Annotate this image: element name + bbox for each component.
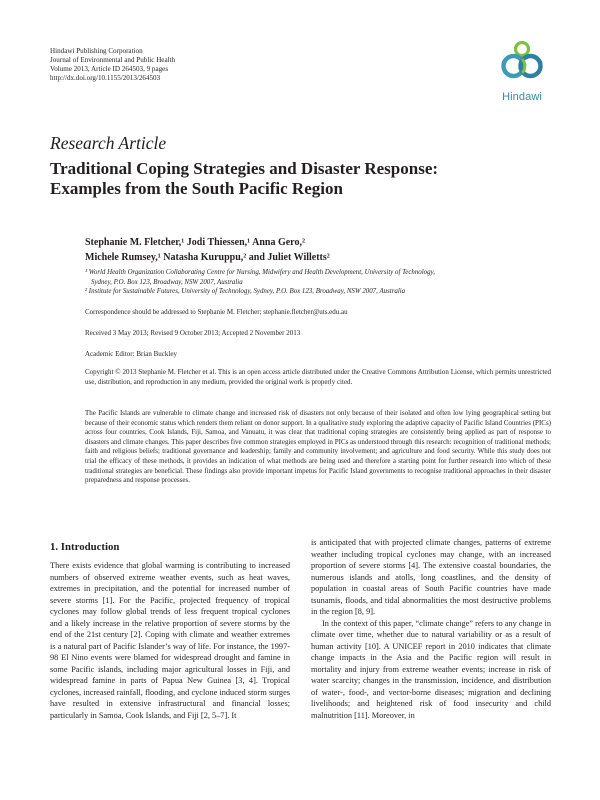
correspondence: Correspondence should be addressed to Stephanie M. Fletcher; stephanie.fletcher@uts.edu.au (85, 308, 348, 316)
body-column-left (50, 560, 290, 721)
affiliation-2: ² Institute for Sustainable Futures, University of Technology, Sydney, P.O. Box 123, Broadway, NSW 2007, Australia (85, 288, 406, 295)
journal-info (50, 47, 175, 83)
volume-info: Volume 2013, Article ID 264503, 9 pages (50, 65, 169, 74)
hindawi-logo (494, 41, 550, 103)
author-list (85, 235, 330, 265)
paragraph: is anticipated that with projected climate changes, patterns of extreme weather including tropical cyclones may change, with an increased proportion of severe storms [4]. The extensive coastal boundaries, the numerous islands and atolls, long coastlines, and the density of population in coastal areas of South Pacific countries have made tsunamis, floods, and tidal abnormalities the most destructive problems in the region [8, 9]. (311, 538, 551, 616)
copyright-notice: Copyright © 2013 Stephanie M. Fletcher et al. This is an open access article distributed under the Creative Commons Attribution License, which permits unrestricted use, distribution, and reproduction in any medium, provided the original work is properly cited. (85, 368, 551, 386)
paragraph: In the context of this paper, “climate change” refers to any change in climate over time, whether due to natural variability or as a result of human activity [10]. A UNICEF report in 2010 indicates that climate change impacts in the Asia and the Pacific region will result in mortality and injury from extreme weather events; increase in risk of water scarcity; changes in the transmission, incidence, and distribution of water-, food-, and vector-borne diseases; migration and declining livelihoods; and heightened risk of food insecurity and child malnutrition [11]. Moreover, in (311, 618, 551, 720)
doi-link[interactable]: http://dx.doi.org/10.1155/2013/264503 (50, 74, 161, 83)
title-line: Traditional Coping Strategies and Disaster Response: (50, 159, 439, 178)
article-dates: Received 3 May 2013; Revised 9 October 2013; Accepted 2 November 2013 (85, 329, 301, 337)
hindawi-wordmark: Hindawi (502, 91, 542, 103)
academic-editor: Academic Editor: Brian Buckley (85, 350, 177, 358)
article-type: Research Article (50, 133, 167, 153)
affiliations (85, 268, 435, 297)
paper-title (50, 159, 438, 199)
author-line: Michele Rumsey,¹ Natasha Kuruppu,² and Juliet Willetts² (85, 252, 330, 263)
affiliation-1: ¹ World Health Organization Collaborating Centre for Nursing, Midwifery and Health Development, University of Technology, (85, 269, 435, 276)
publisher-name: Hindawi Publishing Corporation (50, 47, 143, 55)
title-line: Examples from the South Pacific Region (50, 179, 343, 198)
author-line: Stephanie M. Fletcher,¹ Jodi Thiessen,¹ Anna Gero,² (85, 237, 305, 248)
abstract: The Pacific Islands are vulnerable to climate change and increased risk of disasters not only because of their isolated and often low lying geographical setting but because of their economic status which renders them reliant on donor support. In a qualitative study exploring the adaptive capacity of Pacific Island Countries (PICs) across four countries, Cook Islands, Fiji, Samoa, and Vanuatu, it was clear that traditional coping strategies are consistently being applied as part of response to disasters and climate changes. This paper describes five common strategies employed in PICs as understood through this research: recognition of traditional methods; faith and religious beliefs; traditional governance and leadership; family and community involvement; and agriculture and food security. While this study does not trial the efficacy of these methods, it provides an indication of what methods are being used and therefore a starting point for further research into which of these traditional strategies are beneficial. These findings also provide important impetus for Pacific Island governments to recognise traditional approaches in their disaster preparedness and response processes. (85, 409, 551, 485)
paragraph: There exists evidence that global warming is contributing to increased numbers of observed extreme weather events, such as heat waves, extremes in precipitation, and the potential for increased number of severe storms [1]. For the Pacific, projected frequency of tropical cyclones may follow global trends of less frequent tropical cyclones and a likely increase in the relative proportion of severe storms by the end of the 21st century [2]. Coping with climate and weather extremes is a natural part of Pacific Islander’s way of life. For instance, the 1997-98 El Nino events were blamed for widespread drought and famine in some Pacific islands, including major agricultural losses in Fiji, and widespread famine in parts of Papua New Guinea [3, 4]. Tropical cyclones, increased rainfall, flooding, and cyclone induced storm surges have resulted in extensive infrastructural and financial losses; particularly in Samoa, Cook Islands, and Fiji [2, 5–7]. It (50, 561, 290, 720)
body-column-right (311, 537, 551, 721)
hindawi-rings-icon (499, 41, 545, 87)
journal-name: Journal of Environmental and Public Health (50, 56, 176, 65)
affiliation-1-cont: Sydney, P.O. Box 123, Broadway, NSW 2007, Australia (91, 278, 243, 286)
section-heading: 1. Introduction (50, 541, 120, 553)
